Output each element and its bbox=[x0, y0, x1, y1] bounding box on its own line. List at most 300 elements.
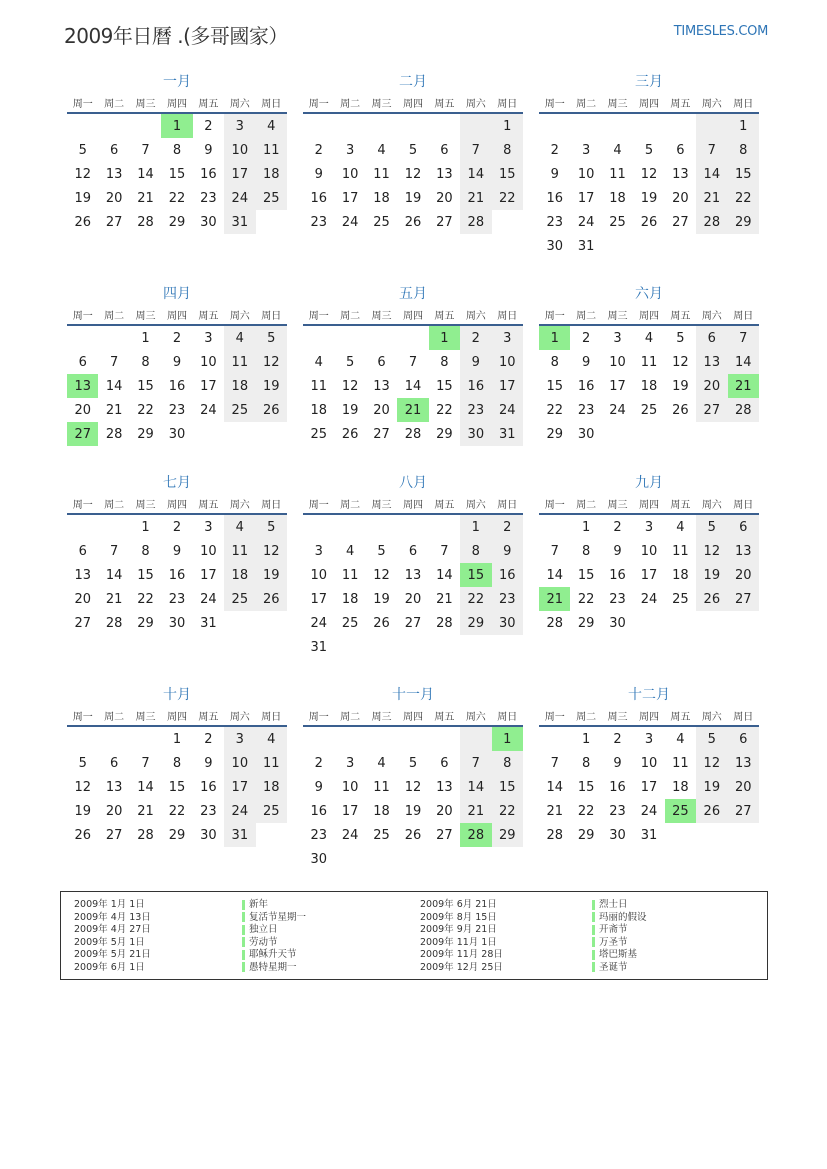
day-cell: 9 bbox=[314, 779, 323, 795]
weekday-label: 周二 bbox=[576, 711, 597, 723]
day-cell: 14 bbox=[404, 378, 422, 394]
weekday-label: 周一 bbox=[308, 499, 329, 511]
legend-left-dates bbox=[74, 899, 151, 975]
weekday-label: 周六 bbox=[701, 711, 722, 723]
legend-name-text: 耶稣升天节 bbox=[249, 949, 297, 961]
day-cell: 4 bbox=[644, 330, 654, 346]
day-cell: 4 bbox=[676, 731, 685, 747]
day-cell: 17 bbox=[341, 803, 359, 819]
day-cell: 8 bbox=[550, 354, 559, 370]
day-cell: 13 bbox=[105, 166, 123, 182]
day-cell: 28 bbox=[728, 398, 759, 422]
day-cell: 7 bbox=[728, 326, 759, 350]
month-block bbox=[539, 473, 759, 635]
holiday-day: 21 bbox=[539, 587, 570, 611]
day-cell: 22 bbox=[460, 587, 491, 611]
day-cell: 11 bbox=[341, 567, 359, 583]
month-title: 九月 bbox=[635, 475, 663, 491]
weekday-header bbox=[539, 705, 759, 727]
holiday-marker-icon bbox=[592, 900, 595, 910]
day-cell: 29 bbox=[728, 210, 759, 234]
day-cell: 25 bbox=[609, 214, 626, 230]
holiday-day: 1 bbox=[161, 114, 192, 138]
weekday-label: 周五 bbox=[434, 310, 455, 322]
day-cell: 27 bbox=[728, 799, 759, 823]
legend-right-names bbox=[592, 899, 647, 975]
month-block bbox=[67, 473, 287, 635]
day-cell: 19 bbox=[672, 378, 689, 394]
day-cell: 18 bbox=[672, 779, 689, 795]
day-cell: 31 bbox=[577, 238, 595, 254]
legend-date: 2009年 6月 1日 bbox=[74, 961, 145, 973]
day-cell: 5 bbox=[644, 142, 654, 158]
legend-date: 2009年 9月 21日 bbox=[420, 924, 497, 936]
weekday-header bbox=[67, 92, 287, 114]
empty-cell bbox=[303, 727, 334, 751]
day-cell: 8 bbox=[492, 138, 523, 162]
weekday-label: 周五 bbox=[198, 310, 219, 322]
day-cell: 30 bbox=[460, 422, 491, 446]
day-cell: 23 bbox=[200, 803, 217, 819]
legend-name-text: 开斋节 bbox=[599, 924, 628, 936]
month-title: 十二月 bbox=[628, 687, 670, 703]
day-cell: 28 bbox=[546, 827, 563, 843]
day-cell: 10 bbox=[492, 350, 523, 374]
legend-date: 2009年 1月 1日 bbox=[74, 899, 145, 910]
weekday-label: 周二 bbox=[104, 499, 125, 511]
day-cell: 20 bbox=[672, 190, 689, 206]
weekday-label: 周五 bbox=[198, 98, 219, 110]
day-cell: 27 bbox=[436, 827, 453, 843]
day-cell: 12 bbox=[404, 779, 422, 795]
weekday-label: 周一 bbox=[72, 711, 93, 723]
day-cell: 1 bbox=[172, 731, 182, 747]
day-cell: 17 bbox=[577, 190, 595, 206]
holiday-marker-icon bbox=[242, 925, 245, 935]
day-cell: 16 bbox=[168, 567, 186, 583]
weekday-label: 周五 bbox=[198, 711, 219, 723]
day-cell: 27 bbox=[672, 214, 689, 230]
month-block bbox=[539, 284, 759, 446]
empty-cell bbox=[429, 515, 460, 539]
weekday-label: 周五 bbox=[434, 98, 455, 110]
day-cell: 30 bbox=[200, 827, 217, 843]
day-cell: 22 bbox=[492, 186, 523, 210]
day-cell: 16 bbox=[609, 567, 626, 583]
day-cell: 25 bbox=[256, 799, 287, 823]
day-cell: 20 bbox=[728, 563, 759, 587]
day-cell: 13 bbox=[672, 166, 689, 182]
day-cell: 3 bbox=[581, 142, 591, 158]
day-cell: 2 bbox=[172, 330, 182, 346]
day-cell: 3 bbox=[345, 755, 355, 771]
day-cell: 16 bbox=[609, 779, 626, 795]
weekday-label: 周六 bbox=[465, 310, 486, 322]
month-title: 七月 bbox=[163, 475, 191, 491]
empty-cell bbox=[429, 114, 460, 138]
day-grid bbox=[303, 515, 523, 659]
empty-cell bbox=[67, 515, 98, 539]
day-cell: 4 bbox=[613, 142, 622, 158]
day-cell: 2 bbox=[314, 142, 323, 158]
weekday-label: 周一 bbox=[308, 711, 329, 723]
day-cell: 27 bbox=[696, 398, 727, 422]
weekday-label: 周四 bbox=[638, 499, 659, 511]
day-cell: 10 bbox=[224, 138, 255, 162]
day-cell: 29 bbox=[577, 827, 595, 843]
empty-cell bbox=[460, 727, 491, 751]
day-cell: 18 bbox=[341, 591, 359, 607]
day-cell: 25 bbox=[672, 591, 689, 607]
day-cell: 21 bbox=[105, 402, 123, 418]
day-cell: 12 bbox=[74, 779, 91, 795]
day-cell: 25 bbox=[256, 186, 287, 210]
day-cell: 24 bbox=[640, 591, 658, 607]
month-block bbox=[303, 685, 523, 871]
day-cell: 2 bbox=[613, 519, 622, 535]
weekday-label: 周日 bbox=[497, 711, 518, 723]
day-cell: 17 bbox=[200, 378, 217, 394]
legend-date: 2009年 5月 1日 bbox=[74, 936, 145, 948]
weekday-label: 周三 bbox=[371, 310, 392, 322]
day-cell: 20 bbox=[404, 591, 422, 607]
empty-cell bbox=[67, 727, 98, 751]
weekday-label: 周五 bbox=[670, 711, 691, 723]
empty-cell bbox=[397, 114, 428, 138]
day-cell: 25 bbox=[640, 402, 658, 418]
empty-cell bbox=[397, 727, 428, 751]
day-cell: 6 bbox=[728, 727, 759, 751]
legend-holiday-name bbox=[592, 912, 647, 925]
day-cell: 8 bbox=[141, 543, 150, 559]
day-cell: 19 bbox=[373, 591, 390, 607]
day-cell: 16 bbox=[492, 563, 523, 587]
weekday-label: 周三 bbox=[607, 98, 628, 110]
day-cell: 16 bbox=[200, 779, 217, 795]
day-cell: 14 bbox=[436, 567, 453, 583]
day-cell: 6 bbox=[408, 543, 418, 559]
weekday-label: 周日 bbox=[497, 98, 518, 110]
day-cell: 19 bbox=[74, 803, 91, 819]
day-cell: 24 bbox=[640, 803, 658, 819]
weekday-label: 周六 bbox=[229, 310, 250, 322]
empty-cell bbox=[397, 515, 428, 539]
day-cell: 13 bbox=[728, 751, 759, 775]
weekday-label: 周三 bbox=[607, 499, 628, 511]
day-cell: 19 bbox=[256, 374, 287, 398]
weekday-label: 周一 bbox=[308, 98, 329, 110]
holiday-day: 27 bbox=[67, 422, 98, 446]
day-cell: 20 bbox=[696, 374, 727, 398]
day-cell: 14 bbox=[546, 779, 563, 795]
month-title: 四月 bbox=[163, 286, 191, 302]
day-cell: 26 bbox=[696, 587, 727, 611]
day-cell: 17 bbox=[224, 775, 255, 799]
holiday-marker-icon bbox=[242, 900, 245, 910]
empty-cell bbox=[539, 727, 570, 751]
day-cell: 18 bbox=[373, 190, 390, 206]
holiday-marker-icon bbox=[592, 937, 595, 947]
weekday-label: 周四 bbox=[402, 711, 423, 723]
day-cell: 3 bbox=[345, 142, 355, 158]
day-cell: 5 bbox=[408, 755, 418, 771]
day-cell: 3 bbox=[204, 519, 213, 535]
day-cell: 29 bbox=[168, 827, 186, 843]
day-cell: 7 bbox=[440, 543, 449, 559]
weekday-label: 周二 bbox=[104, 711, 125, 723]
empty-cell bbox=[397, 326, 428, 350]
legend-date: 2009年 5月 21日 bbox=[74, 949, 151, 961]
day-cell: 3 bbox=[224, 114, 255, 138]
day-cell: 18 bbox=[224, 374, 255, 398]
day-cell: 6 bbox=[109, 755, 119, 771]
day-cell: 25 bbox=[373, 214, 390, 230]
day-cell: 15 bbox=[546, 378, 563, 394]
weekday-label: 周二 bbox=[104, 310, 125, 322]
day-cell: 29 bbox=[168, 214, 186, 230]
day-cell: 17 bbox=[200, 567, 217, 583]
month-title: 一月 bbox=[163, 74, 191, 90]
weekday-label: 周二 bbox=[340, 711, 361, 723]
empty-cell bbox=[366, 326, 397, 350]
day-cell: 26 bbox=[256, 587, 287, 611]
day-cell: 14 bbox=[105, 567, 123, 583]
day-cell: 3 bbox=[644, 519, 654, 535]
day-cell: 14 bbox=[696, 162, 727, 186]
weekday-label: 周四 bbox=[402, 499, 423, 511]
weekday-label: 周三 bbox=[135, 499, 156, 511]
day-cell: 2 bbox=[204, 118, 213, 134]
weekday-label: 周六 bbox=[229, 98, 250, 110]
holiday-day: 1 bbox=[492, 727, 523, 751]
weekday-label: 周五 bbox=[670, 98, 691, 110]
day-cell: 26 bbox=[373, 615, 390, 631]
weekday-label: 周三 bbox=[371, 711, 392, 723]
day-cell: 5 bbox=[408, 142, 418, 158]
legend-holiday-name bbox=[242, 949, 306, 962]
day-cell: 21 bbox=[137, 190, 154, 206]
day-cell: 15 bbox=[577, 567, 595, 583]
month-title: 八月 bbox=[399, 475, 427, 491]
day-cell: 24 bbox=[577, 214, 595, 230]
day-cell: 10 bbox=[609, 354, 626, 370]
empty-cell bbox=[539, 114, 570, 138]
day-cell: 28 bbox=[460, 210, 491, 234]
weekday-label: 周四 bbox=[166, 98, 187, 110]
day-cell: 23 bbox=[200, 190, 217, 206]
day-cell: 27 bbox=[373, 426, 390, 442]
empty-cell bbox=[67, 114, 98, 138]
weekday-label: 周四 bbox=[166, 711, 187, 723]
day-cell: 8 bbox=[141, 354, 150, 370]
day-cell: 11 bbox=[224, 539, 255, 563]
day-cell: 12 bbox=[696, 539, 727, 563]
empty-cell bbox=[98, 114, 129, 138]
day-cell: 10 bbox=[200, 543, 217, 559]
day-cell: 12 bbox=[373, 567, 390, 583]
day-cell: 2 bbox=[460, 326, 491, 350]
weekday-label: 周三 bbox=[135, 711, 156, 723]
legend-name-text: 愚特星期一 bbox=[249, 961, 297, 973]
weekday-label: 周二 bbox=[104, 98, 125, 110]
day-cell: 24 bbox=[200, 591, 217, 607]
weekday-label: 周二 bbox=[340, 310, 361, 322]
day-cell: 17 bbox=[224, 162, 255, 186]
legend-date: 2009年 8月 15日 bbox=[420, 911, 497, 923]
month-block bbox=[67, 685, 287, 847]
day-cell: 3 bbox=[644, 731, 654, 747]
legend-name-text: 劳动节 bbox=[249, 936, 278, 948]
day-cell: 19 bbox=[256, 563, 287, 587]
empty-cell bbox=[460, 114, 491, 138]
day-cell: 28 bbox=[696, 210, 727, 234]
legend-left-names bbox=[242, 899, 306, 975]
day-cell: 20 bbox=[74, 402, 91, 418]
day-cell: 5 bbox=[256, 515, 287, 539]
day-cell: 5 bbox=[256, 326, 287, 350]
day-cell: 28 bbox=[436, 615, 453, 631]
day-cell: 5 bbox=[676, 330, 685, 346]
legend-name-text: 新年 bbox=[249, 899, 269, 910]
weekday-label: 周四 bbox=[402, 310, 423, 322]
day-cell: 23 bbox=[460, 398, 491, 422]
holiday-day: 28 bbox=[460, 823, 491, 847]
day-cell: 30 bbox=[168, 615, 186, 631]
day-cell: 21 bbox=[105, 591, 123, 607]
day-cell: 19 bbox=[404, 803, 422, 819]
day-cell: 16 bbox=[168, 378, 186, 394]
day-cell: 21 bbox=[436, 591, 453, 607]
weekday-label: 周六 bbox=[465, 711, 486, 723]
day-cell: 22 bbox=[728, 186, 759, 210]
month-title: 十一月 bbox=[392, 687, 434, 703]
day-cell: 19 bbox=[696, 775, 727, 799]
legend-name-text: 复活节星期一 bbox=[249, 911, 307, 923]
legend-holiday-name bbox=[592, 937, 647, 950]
day-cell: 18 bbox=[640, 378, 658, 394]
day-cell: 7 bbox=[109, 354, 119, 370]
holiday-marker-icon bbox=[242, 937, 245, 947]
day-cell: 7 bbox=[141, 755, 150, 771]
day-cell: 19 bbox=[341, 402, 359, 418]
holiday-marker-icon bbox=[592, 962, 595, 972]
day-cell: 15 bbox=[137, 567, 154, 583]
legend-holiday-name bbox=[592, 924, 647, 937]
day-cell: 29 bbox=[460, 611, 491, 635]
day-cell: 14 bbox=[728, 350, 759, 374]
day-cell: 9 bbox=[204, 755, 213, 771]
day-cell: 6 bbox=[728, 515, 759, 539]
day-cell: 10 bbox=[640, 543, 658, 559]
day-cell: 30 bbox=[310, 851, 327, 867]
day-cell: 11 bbox=[256, 138, 287, 162]
weekday-label: 周四 bbox=[166, 499, 187, 511]
weekday-label: 周日 bbox=[733, 98, 754, 110]
day-cell: 17 bbox=[492, 374, 523, 398]
day-cell: 8 bbox=[172, 755, 182, 771]
day-cell: 26 bbox=[640, 214, 658, 230]
legend-holiday-name bbox=[592, 899, 647, 912]
day-cell: 16 bbox=[546, 190, 563, 206]
day-cell: 3 bbox=[204, 330, 213, 346]
day-cell: 2 bbox=[581, 330, 591, 346]
day-cell: 22 bbox=[137, 591, 154, 607]
weekday-label: 周五 bbox=[434, 499, 455, 511]
weekday-label: 周六 bbox=[701, 499, 722, 511]
day-cell: 30 bbox=[609, 615, 626, 631]
empty-cell bbox=[366, 114, 397, 138]
day-cell: 3 bbox=[314, 543, 323, 559]
day-cell: 31 bbox=[200, 615, 217, 631]
day-cell: 28 bbox=[137, 827, 154, 843]
month-block bbox=[303, 473, 523, 659]
day-cell: 27 bbox=[404, 615, 422, 631]
day-cell: 2 bbox=[172, 519, 182, 535]
day-cell: 23 bbox=[168, 591, 186, 607]
day-cell: 15 bbox=[137, 378, 154, 394]
legend-date: 2009年 6月 21日 bbox=[420, 899, 497, 910]
day-cell: 31 bbox=[310, 639, 327, 655]
day-cell: 6 bbox=[78, 354, 87, 370]
day-cell: 14 bbox=[137, 779, 154, 795]
holiday-marker-icon bbox=[242, 950, 245, 960]
day-cell: 23 bbox=[492, 587, 523, 611]
weekday-label: 周一 bbox=[544, 98, 565, 110]
legend-date: 2009年 11月 1日 bbox=[420, 936, 497, 948]
day-cell: 28 bbox=[137, 214, 154, 230]
day-cell: 17 bbox=[640, 567, 658, 583]
day-cell: 25 bbox=[373, 827, 390, 843]
day-cell: 13 bbox=[373, 378, 390, 394]
weekday-label: 周三 bbox=[607, 310, 628, 322]
day-cell: 7 bbox=[109, 543, 119, 559]
holiday-day: 21 bbox=[728, 374, 759, 398]
holiday-day: 25 bbox=[665, 799, 696, 823]
day-cell: 21 bbox=[696, 186, 727, 210]
month-title: 三月 bbox=[635, 74, 663, 90]
empty-cell bbox=[633, 114, 664, 138]
day-cell: 12 bbox=[256, 539, 287, 563]
day-cell: 26 bbox=[696, 799, 727, 823]
day-cell: 4 bbox=[314, 354, 323, 370]
day-cell: 7 bbox=[550, 755, 559, 771]
day-cell: 8 bbox=[581, 755, 591, 771]
day-cell: 20 bbox=[436, 190, 453, 206]
empty-cell bbox=[98, 326, 129, 350]
weekday-label: 周三 bbox=[607, 711, 628, 723]
day-cell: 5 bbox=[78, 755, 87, 771]
day-cell: 10 bbox=[310, 567, 327, 583]
day-cell: 30 bbox=[546, 238, 563, 254]
day-cell: 13 bbox=[436, 779, 453, 795]
holiday-legend bbox=[60, 891, 768, 980]
day-cell: 7 bbox=[141, 142, 150, 158]
weekday-label: 周四 bbox=[166, 310, 187, 322]
day-cell: 26 bbox=[672, 402, 689, 418]
weekday-header bbox=[303, 92, 523, 114]
day-cell: 4 bbox=[377, 142, 386, 158]
legend-right-dates bbox=[420, 899, 503, 975]
site-logo[interactable]: TIMESLES.COM bbox=[673, 24, 768, 39]
weekday-header bbox=[303, 493, 523, 515]
day-cell: 26 bbox=[404, 214, 422, 230]
day-cell: 6 bbox=[78, 543, 87, 559]
day-cell: 12 bbox=[404, 166, 422, 182]
day-cell: 29 bbox=[436, 426, 453, 442]
day-cell: 1 bbox=[141, 519, 150, 535]
weekday-label: 周六 bbox=[701, 310, 722, 322]
day-cell: 22 bbox=[492, 799, 523, 823]
